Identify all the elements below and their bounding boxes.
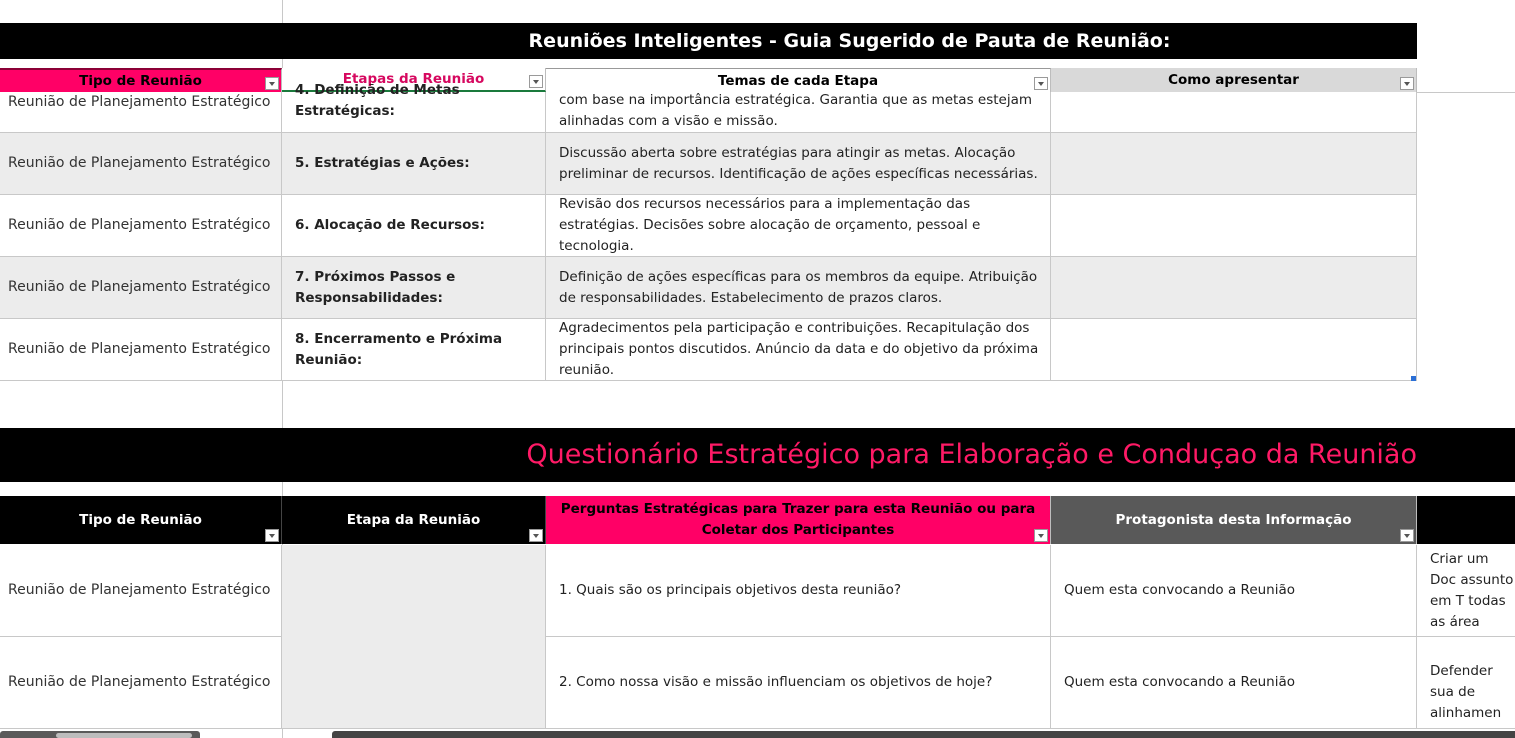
header-como-apresentar[interactable] bbox=[1051, 68, 1417, 92]
table-resize-handle[interactable] bbox=[1411, 376, 1416, 381]
table-row-tipo[interactable]: Reunião de Planejamento Estratégico bbox=[0, 319, 282, 381]
table-row-pergunta[interactable]: 2. Como nossa visão e missão influenciam os objetivos de hoje? bbox=[546, 637, 1051, 729]
table-row-tema[interactable]: Definição de ações específicas para os membros da equipe. Atribuição de responsabilidades. Estabelecimento de prazos claros. bbox=[546, 257, 1051, 319]
table-row-tipo[interactable]: Reunião de Planejamento Estratégico bbox=[0, 195, 282, 257]
table-row-etapa[interactable] bbox=[282, 82, 546, 133]
table-row-etapa[interactable]: 5. Estratégias e Ações: bbox=[282, 133, 546, 195]
table-row-como[interactable] bbox=[1051, 92, 1417, 133]
header2-protagonista-label: Protagonista desta Informação bbox=[1115, 512, 1352, 528]
section2-title-band bbox=[0, 428, 1515, 482]
table-row-pergunta[interactable]: 1. Quais são os principais objetivos desta reunião? bbox=[546, 545, 1051, 637]
table-row-protagonista[interactable]: Quem esta convocando a Reunião bbox=[1051, 637, 1417, 729]
section1-title: Reuniões Inteligentes - Guia Sugerido de Pauta de Reunião: bbox=[528, 30, 1171, 52]
table-row-tema[interactable]: Revisão dos recursos necessários para a implementação das estratégias. Decisões sobre alocação de orçamento, pessoal e tecnologia. bbox=[546, 195, 1051, 257]
section1-title-band bbox=[0, 23, 1417, 59]
header-etapas-label: Etapas da Reunião bbox=[342, 71, 485, 87]
row-divider bbox=[1417, 92, 1515, 93]
filter-dropdown-icon[interactable] bbox=[265, 529, 279, 542]
header2-extra bbox=[1417, 496, 1515, 544]
header-tipo-label: Tipo de Reunião bbox=[79, 73, 202, 89]
table-row-extra[interactable]: Defender sua de alinhamen bbox=[1417, 637, 1515, 729]
header-como-label: Como apresentar bbox=[1168, 72, 1299, 88]
table-row-etapa[interactable]: 7. Próximos Passos e Responsabilidades: bbox=[282, 257, 546, 319]
table-row-tema[interactable]: Agradecimentos pela participação e contribuições. Recapitulação dos principais pontos discutidos. Anúncio da data e do objetivo da próxima reunião. bbox=[546, 319, 1051, 381]
filter-dropdown-icon[interactable] bbox=[1400, 77, 1414, 90]
table-row-etapa[interactable] bbox=[282, 545, 546, 637]
filter-dropdown-icon[interactable] bbox=[1034, 529, 1048, 542]
header2-perguntas-label: Perguntas Estratégicas para Trazer para esta Reunião ou para Coletar dos Participantes bbox=[560, 501, 1036, 538]
section2-title: Questionário Estratégico para Elaboração e Conduçao da Reunião bbox=[526, 439, 1417, 470]
header2-etapa-label: Etapa da Reunião bbox=[346, 512, 481, 528]
filter-dropdown-icon[interactable] bbox=[1034, 77, 1048, 90]
table-row-tipo[interactable]: Reunião de Planejamento Estratégico bbox=[0, 545, 282, 637]
table-row-tipo[interactable]: Reunião de Planejamento Estratégico bbox=[0, 133, 282, 195]
table-row-extra[interactable]: Criar um Doc assunto em T todas as área bbox=[1417, 545, 1515, 637]
header-temas-label: Temas de cada Etapa bbox=[717, 72, 879, 89]
header-temas[interactable] bbox=[546, 68, 1051, 92]
header2-perguntas[interactable] bbox=[546, 496, 1051, 544]
table-row-como[interactable] bbox=[1051, 319, 1417, 381]
filter-dropdown-icon[interactable] bbox=[1400, 529, 1414, 542]
table-row-etapa[interactable] bbox=[282, 637, 546, 729]
header2-tipo-reuniao[interactable] bbox=[0, 496, 282, 544]
table-row-como[interactable] bbox=[1051, 133, 1417, 195]
horizontal-scrollbar[interactable] bbox=[332, 731, 1515, 738]
filter-dropdown-icon[interactable] bbox=[265, 77, 279, 90]
table-row-protagonista[interactable]: Quem esta convocando a Reunião bbox=[1051, 545, 1417, 637]
scroll-thumb[interactable] bbox=[56, 733, 192, 738]
table-row-como[interactable] bbox=[1051, 257, 1417, 319]
sheet-tab-scroll[interactable] bbox=[0, 731, 200, 738]
table-row-tipo[interactable]: Reunião de Planejamento Estratégico bbox=[0, 637, 282, 729]
header-tipo-reuniao[interactable] bbox=[0, 68, 282, 92]
header2-protagonista[interactable] bbox=[1051, 496, 1417, 544]
table-row-etapa[interactable]: 6. Alocação de Recursos: bbox=[282, 195, 546, 257]
filter-dropdown-icon[interactable] bbox=[529, 529, 543, 542]
etapa-text: 4. Definição de Metas Estratégicas: bbox=[295, 82, 460, 119]
table-row-tema[interactable]: com base na importância estratégica. Garantia que as metas estejam alinhadas com a visão e missão. bbox=[546, 92, 1051, 133]
table-row-como[interactable] bbox=[1051, 195, 1417, 257]
table-row-etapa[interactable]: 8. Encerramento e Próxima Reunião: bbox=[282, 319, 546, 381]
table-row-tipo[interactable]: Reunião de Planejamento Estratégico bbox=[0, 257, 282, 319]
header2-tipo-label: Tipo de Reunião bbox=[79, 512, 202, 528]
header2-etapa[interactable] bbox=[282, 496, 546, 544]
table-row-tema[interactable]: Discussão aberta sobre estratégias para atingir as metas. Alocação preliminar de recursos. Identificação de ações específicas necessárias. bbox=[546, 133, 1051, 195]
table-row-tipo[interactable]: Reunião de Planejamento Estratégico bbox=[0, 92, 282, 133]
